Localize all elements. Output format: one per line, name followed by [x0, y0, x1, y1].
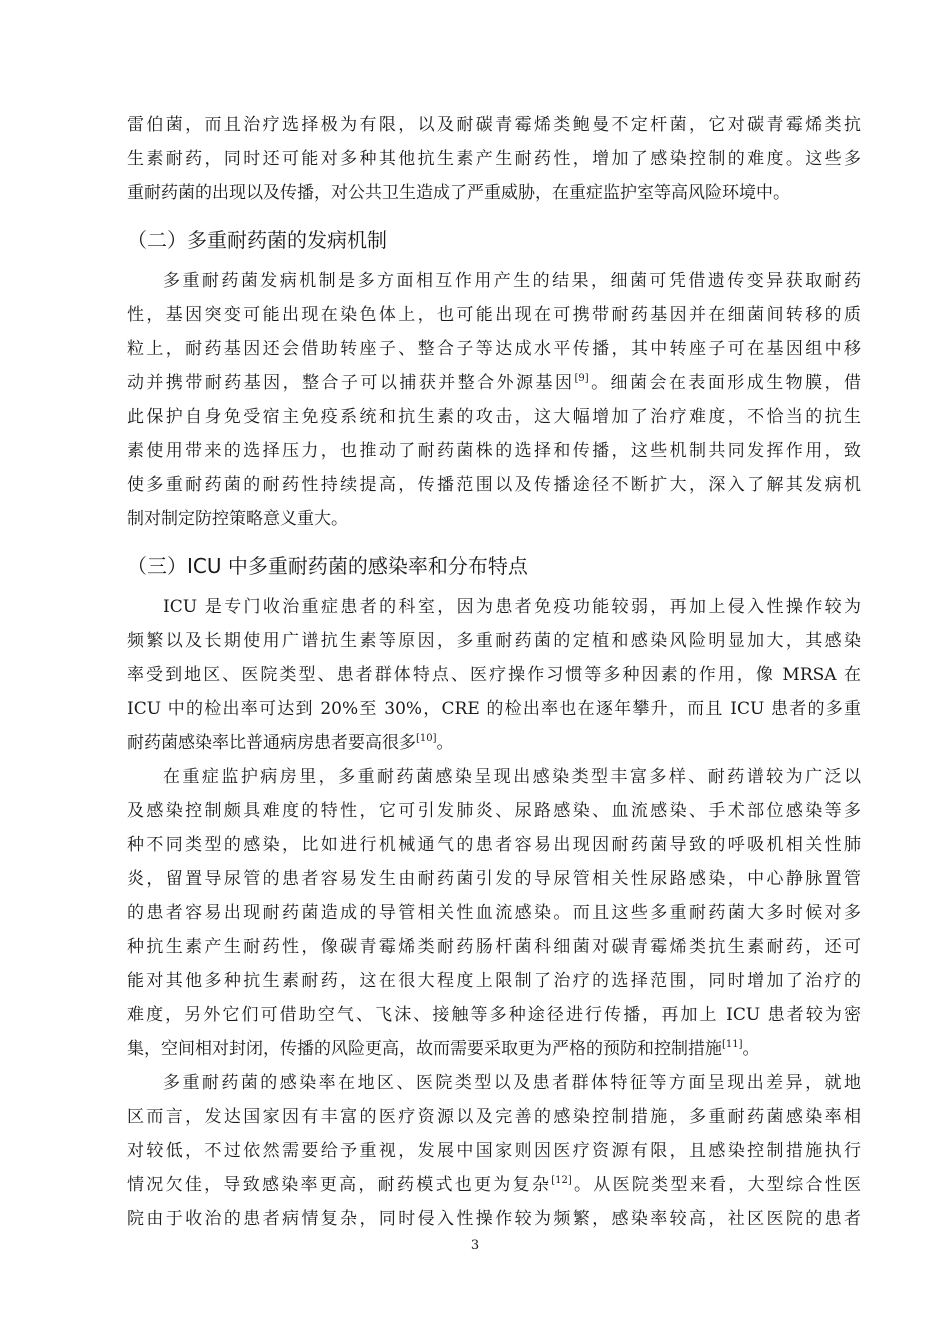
text-line: [127, 1168, 861, 1202]
text-line: 的患者容易出现耐药菌造成的导管相关性血流感染。而且这些多重耐药菌大多时候对多: [127, 903, 861, 923]
text-line: 雷伯菌，而且治疗选择极为有限，以及耐碳青霉烯类鲍曼不定杆菌，它对碳青霉烯类抗: [127, 115, 861, 135]
text-segment: 。: [436, 733, 454, 753]
text-line: 在重症监护病房里，多重耐药菌感染呈现出感染类型丰富多样、耐药谱较为广泛以: [163, 767, 861, 787]
text-line: 粒上，耐药基因还会借助转座子、整合子等达成水平传播，其中转座子可在基因组中移: [127, 339, 861, 359]
text-line: 炎，留置导尿管的患者容易发生由耐药菌引发的导尿管相关性尿路感染，中心静脉置管: [127, 869, 861, 889]
text-segment: 。从医院类型来看，大型综合性医: [571, 1175, 862, 1195]
text-line: [127, 726, 861, 760]
page-number: 3: [470, 1238, 480, 1253]
text-segment: 耐药菌感染率比普通病房患者要高很多: [127, 733, 416, 753]
text-segment: 集，空间相对封闭，传播的风险更高，故而需要采取更为严格的预防和控制措施: [127, 1039, 722, 1059]
text-line: 使多重耐药菌的耐药性持续提高，传播范围以及传播途径不断扩大，深入了解其发病机: [127, 475, 861, 495]
text-line: 院由于收治的患者病情复杂，同时侵入性操作较为频繁，感染率较高，社区医院的患者: [127, 1209, 861, 1229]
text-line: 区而言，发达国家因有丰富的医疗资源以及完善的感染控制措施，多重耐药菌感染率相: [127, 1107, 861, 1127]
text-segment: 。: [742, 1039, 760, 1059]
text-segment: 。细菌会在表面形成生物膜，借: [588, 373, 862, 393]
section-heading: （三）ICU 中多重耐药菌的感染率和分布特点: [127, 554, 528, 578]
paragraph: [127, 264, 861, 536]
page-body: [127, 108, 861, 1236]
text-segment: 动并携带耐药基因，整合子可以捕获并整合外源基因: [127, 373, 575, 393]
citation-reference: [11]: [722, 1039, 743, 1050]
text-line: 多重耐药菌发病机制是多方面相互作用产生的结果，细菌可凭借遗传变异获取耐药: [163, 271, 861, 291]
text-line: 率受到地区、医院类型、患者群体特点、医疗操作习惯等多种因素的作用，像 MRSA 在: [127, 665, 861, 685]
text-line: 性，基因突变可能出现在染色体上，也可能出现在可携带耐药基因并在细菌间转移的质: [127, 305, 861, 325]
text-line: 种不同类型的感染，比如进行机械通气的患者容易出现因耐药菌导致的呼吸机相关性肺: [127, 835, 861, 855]
text-line: 种抗生素产生耐药性，像碳青霉烯类耐药肠杆菌科细菌对碳青霉烯类抗生素耐药，还可: [127, 937, 861, 957]
citation-reference: [10]: [416, 733, 437, 744]
text-line: 多重耐药菌的感染率在地区、医院类型以及患者群体特征等方面呈现出差异，就地: [163, 1073, 861, 1093]
section-heading: （二）多重耐药菌的发病机制: [127, 228, 387, 252]
text-line: 频繁以及长期使用广谱抗生素等原因，多重耐药菌的定植和感染风险明显加大，其感染: [127, 631, 861, 651]
text-line: 素使用带来的选择压力，也推动了耐药菌株的选择和传播，这些机制共同发挥作用，致: [127, 441, 861, 461]
text-line: 重耐药菌的出现以及传播，对公共卫生造成了严重威胁，在重症监护室等高风险环境中。: [127, 183, 790, 203]
text-line: [127, 366, 861, 400]
text-line: 生素耐药，同时还可能对多种其他抗生素产生耐药性，增加了感染控制的难度。这些多: [127, 149, 861, 169]
text-line: 能对其他多种抗生素耐药，这在很大程度上限制了治疗的选择范围，同时增加了治疗的: [127, 971, 861, 991]
paragraph: [127, 108, 861, 210]
text-line: 对较低，不过依然需要给予重视，发展中国家则因医疗资源有限，且感染控制措施执行: [127, 1141, 861, 1161]
paragraph: [127, 760, 861, 1066]
text-line: 难度，另外它们可借助空气、飞沫、接触等多种途径进行传播，再加上 ICU 患者较为密: [127, 1005, 861, 1025]
paragraph: [127, 1066, 861, 1236]
citation-reference: [12]: [551, 1175, 572, 1186]
text-line: ICU 中的检出率可达到 20%至 30%，CRE 的检出率也在逐年攀升，而且 ICU 患者的多重: [127, 699, 861, 719]
text-line: ICU 是专门收治重症患者的科室，因为患者免疫功能较弱，再加上侵入性操作较为: [163, 597, 861, 617]
citation-reference: [9]: [574, 373, 589, 384]
text-line: [127, 1032, 861, 1066]
text-line: 制对制定防控策略意义重大。: [127, 509, 348, 529]
paragraph: [127, 590, 861, 760]
text-line: 此保护自身免受宿主免疫系统和抗生素的攻击，这大幅增加了治疗难度，不恰当的抗生: [127, 407, 861, 427]
text-segment: 情况欠佳，导致感染率更高，耐药模式也更为复杂: [127, 1175, 552, 1195]
text-line: 及感染控制颇具难度的特性，它可引发肺炎、尿路感染、血流感染、手术部位感染等多: [127, 801, 861, 821]
